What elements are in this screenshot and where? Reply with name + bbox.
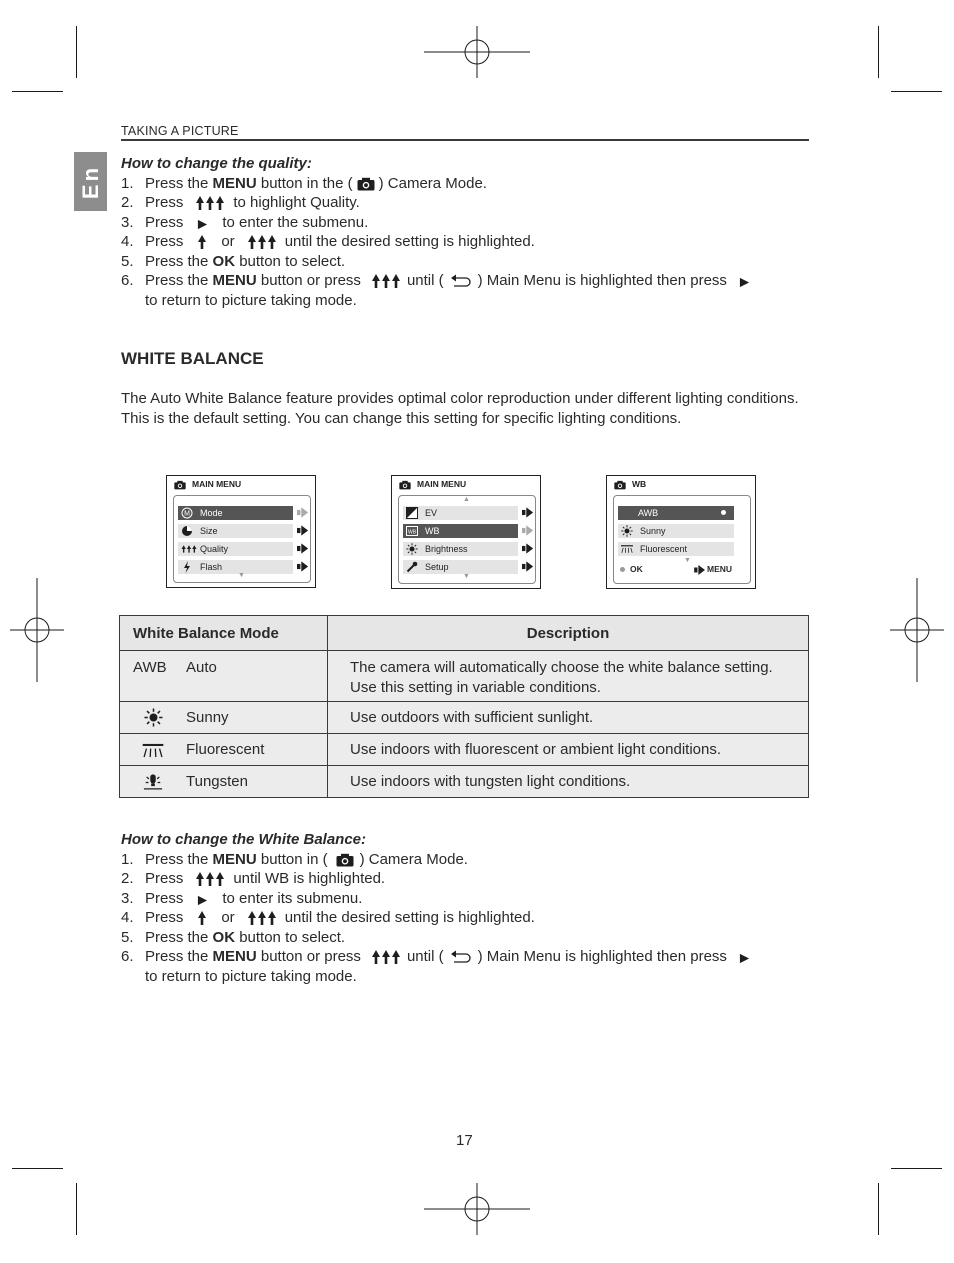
sun-icon: [144, 708, 163, 727]
screen-wb: [606, 475, 756, 589]
menu-item-mode[interactable]: M Mode: [178, 506, 293, 520]
mode-description: Use indoors with tungsten light conditions.: [328, 766, 809, 798]
down-arrows-icon: [195, 872, 225, 886]
language-tab: En: [74, 152, 107, 211]
wb-instructions: [121, 830, 821, 986]
screen-title: WB: [632, 479, 647, 489]
white-balance-title: WHITE BALANCE: [121, 349, 264, 368]
ok-dot-icon: [620, 567, 625, 572]
table-row: [120, 702, 809, 734]
menu-item-ev[interactable]: EV: [403, 506, 518, 520]
table-row: [120, 766, 809, 798]
return-icon: [450, 274, 472, 288]
menu-item-brightness[interactable]: Brightness: [403, 542, 518, 556]
submenu-arrow-icon: [297, 543, 309, 554]
menu-item-size[interactable]: Size: [178, 524, 293, 538]
wb-option-fluorescent[interactable]: Fluorescent: [618, 542, 734, 556]
fluorescent-icon: [142, 743, 164, 758]
wb-option-sunny[interactable]: Sunny: [618, 524, 734, 538]
registration-mark-top: [424, 26, 530, 78]
wb-step-6: 6. Press the MENU button or press until ( ) Main Menu is highlighted then press to return to picture taking mode.: [121, 947, 821, 986]
quality-instructions: [121, 154, 821, 310]
submenu-arrow-icon: [297, 561, 309, 572]
down-arrows-icon: [371, 950, 401, 964]
down-arrows-icon: [195, 196, 225, 210]
quality-step-1: 1. Press the MENU button in the ( ) Camera Mode.: [121, 174, 487, 192]
up-arrow-icon: [197, 235, 207, 249]
screen-menu-panel: [398, 495, 536, 584]
wb-step-5: 5. Press the OK button to select.: [121, 928, 346, 946]
quality-icon: [181, 543, 197, 555]
wb-howto-title: How to change the White Balance:: [121, 831, 367, 848]
submenu-arrow-icon: [522, 525, 534, 536]
menu-exit-icon: [694, 565, 706, 575]
camera-icon: [174, 480, 186, 490]
table-row: [120, 651, 809, 702]
registration-mark-left: [10, 578, 64, 682]
right-arrow-icon: [739, 277, 750, 288]
wrench-icon: [406, 561, 418, 573]
white-balance-table: [119, 615, 809, 798]
quality-step-5: 5. Press the OK button to select.: [121, 252, 346, 270]
mode-label: Tungsten: [186, 773, 248, 790]
tungsten-icon: [143, 773, 163, 792]
mode-description: Use indoors with fluorescent or ambient light conditions.: [328, 734, 809, 766]
submenu-arrow-icon: [297, 525, 309, 536]
awb-code: AWB: [133, 659, 167, 676]
right-arrow-icon: [197, 895, 208, 906]
mode-description: Use outdoors with sufficient sunlight.: [328, 702, 809, 734]
registration-mark-bottom: [424, 1183, 530, 1235]
page-number: 17: [456, 1132, 473, 1149]
menu-item-flash[interactable]: Flash: [178, 560, 293, 574]
submenu-arrow-icon: [522, 543, 534, 554]
size-icon: [181, 525, 193, 537]
wb-step-3: 3. Press to enter its submenu.: [121, 889, 363, 907]
down-arrows-icon: [371, 274, 401, 288]
ok-label: OK: [630, 564, 643, 574]
return-icon: [450, 950, 472, 964]
camera-icon: [399, 480, 411, 490]
mode-label: Fluorescent: [186, 741, 265, 758]
screen-wb-panel: [613, 495, 751, 584]
wb-step-1: 1. Press the MENU button in ( ) Camera Mode.: [121, 850, 468, 868]
quality-howto-title: How to change the quality:: [121, 155, 312, 172]
scroll-up-icon: ▲: [463, 496, 470, 503]
brightness-icon: [406, 543, 418, 555]
mode-icon: [181, 507, 193, 519]
menu-item-wb[interactable]: WB WB: [403, 524, 518, 538]
scroll-down-icon: ▼: [463, 573, 470, 580]
right-arrow-icon: [197, 219, 208, 230]
camera-icon: [336, 853, 354, 867]
submenu-arrow-icon: [522, 507, 534, 518]
quality-step-3: 3. Press to enter the submenu.: [121, 213, 369, 231]
right-arrow-icon: [739, 953, 750, 964]
down-arrows-icon: [247, 911, 277, 925]
wb-option-awb[interactable]: AWB: [618, 506, 734, 520]
flash-icon: [181, 561, 193, 573]
wb-icon: [406, 525, 418, 537]
submenu-arrow-icon: [297, 507, 309, 518]
table-header-mode: White Balance Mode: [120, 616, 328, 651]
mode-description: The camera will automatically choose the white balance setting. Use this setting in variable conditions.: [328, 651, 809, 702]
mode-label: Sunny: [186, 709, 229, 726]
screen-title: MAIN MENU: [417, 479, 467, 489]
header-rule: [121, 139, 809, 141]
table-header-description: Description: [328, 616, 809, 651]
menu-label: MENU: [707, 564, 733, 574]
camera-icon: [614, 480, 626, 490]
fluorescent-icon: [621, 543, 633, 555]
svg-text:WB: WB: [407, 529, 417, 536]
up-arrow-icon: [197, 911, 207, 925]
quality-step-4: 4. Press or until the desired setting is highlighted.: [121, 233, 535, 251]
svg-text:M: M: [184, 510, 190, 518]
screen-title: MAIN MENU: [192, 479, 242, 489]
screen-menu-panel: [173, 495, 311, 583]
wb-step-4: 4. Press or until the desired setting is highlighted.: [121, 909, 535, 927]
down-arrows-icon: [247, 235, 277, 249]
section-header: TAKING A PICTURE: [121, 124, 239, 138]
white-balance-paragraph: The Auto White Balance feature provides optimal color reproduction under different lighting conditions. This is the default setting. You can change this setting for specific lighting conditions.: [121, 390, 799, 427]
mode-label: Auto: [186, 659, 217, 676]
registration-mark-right: [890, 578, 944, 682]
quality-step-6: 6. Press the MENU button or press until ( ) Main Menu is highlighted then press to return to picture taking mode.: [121, 271, 821, 310]
menu-item-quality[interactable]: Quality: [178, 542, 293, 556]
menu-item-setup[interactable]: Setup: [403, 560, 518, 574]
table-row: [120, 734, 809, 766]
scroll-down-icon: ▼: [238, 572, 245, 579]
screen-main-menu-1: [166, 475, 316, 588]
sun-icon: [621, 525, 633, 537]
wb-step-2: 2. Press until WB is highlighted.: [121, 870, 386, 888]
selected-dot-icon: [721, 510, 726, 515]
camera-icon: [357, 177, 375, 191]
ev-icon: [406, 507, 418, 519]
screen-main-menu-2: [391, 475, 541, 589]
submenu-arrow-icon: [522, 561, 534, 572]
quality-step-2: 2. Press to highlight Quality.: [121, 194, 360, 212]
scroll-down-icon: ▼: [684, 557, 691, 564]
